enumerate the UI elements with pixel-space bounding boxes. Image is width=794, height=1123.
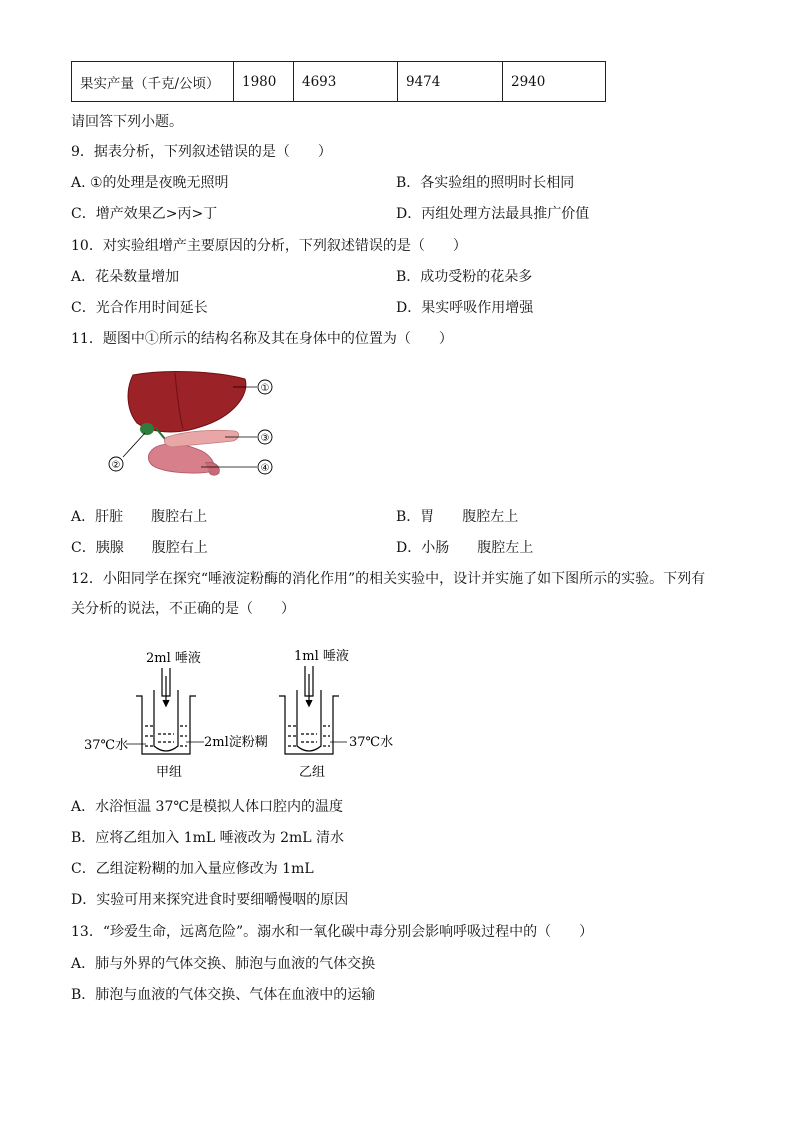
table-cell: 1980	[234, 62, 294, 102]
table-cell: 4693	[294, 62, 398, 102]
figure-label-1: ①	[260, 383, 270, 394]
question-9-stem: 9．据表分析，下列叙述错误的是（ ）	[71, 144, 332, 160]
yield-table	[71, 61, 606, 102]
pancreas-shape	[164, 430, 238, 447]
liver-shape	[128, 372, 246, 432]
gallbladder-shape	[140, 423, 154, 435]
q10-option-d: D．果实呼吸作用增强	[396, 300, 534, 316]
label-37c-water-right: 37℃水	[349, 735, 394, 750]
q11-option-d: D．小肠 腹腔左上	[396, 540, 534, 556]
label-37c-water-left: 37℃水	[84, 738, 129, 753]
q12-option-b: B．应将乙组加入 1mL 唾液改为 2mL 清水	[71, 830, 345, 846]
q12-option-c: C．乙组淀粉糊的加入量应修改为 1mL	[71, 861, 314, 877]
figure-label-4: ④	[260, 463, 270, 474]
q12-option-a: A．水浴恒温 37℃是模拟人体口腔内的温度	[71, 799, 344, 815]
q9-option-a: A. ①的处理是夜晚无照明	[71, 175, 229, 191]
q11-option-b: B．胃 腹腔左上	[396, 509, 519, 525]
beaker-right	[279, 666, 339, 754]
digestive-organs-figure	[105, 365, 290, 480]
beaker-left	[136, 668, 196, 754]
table-row	[72, 62, 606, 102]
group-jia-label: 甲组	[156, 765, 183, 780]
q9-option-c: C．增产效果乙>丙>丁	[71, 206, 218, 222]
stomach-shape	[148, 444, 214, 473]
q12-option-d: D．实验可用来探究进食时要细嚼慢咽的原因	[71, 892, 349, 908]
q11-option-c: C．胰腺 腹腔右上	[71, 540, 208, 556]
question-13-stem: 13．“珍爱生命，远离危险”。溺水和一氧化碳中毒分别会影响呼吸过程中的（ ）	[71, 924, 594, 940]
q9-option-d: D．丙组处理方法最具推广价值	[396, 206, 590, 222]
q9-option-b: B．各实验组的照明时长相同	[396, 175, 575, 191]
table-cell: 2940	[503, 62, 606, 102]
q13-option-a: A．肺与外界的气体交换、肺泡与血液的气体交换	[71, 956, 376, 972]
group-yi-label: 乙组	[299, 765, 326, 780]
q11-option-a: A．肝脏 腹腔右上	[71, 509, 208, 525]
question-12-stem-line2: 关分析的说法，不正确的是（ ）	[71, 601, 295, 617]
table-cell: 9474	[398, 62, 503, 102]
figure-label-3: ③	[260, 433, 270, 444]
q10-option-b: B．成功受粉的花朵多	[396, 269, 533, 285]
label-2ml-starch: 2ml淀粉糊	[204, 735, 268, 750]
figure-label-2: ②	[111, 460, 121, 471]
saliva-experiment-figure	[84, 642, 404, 782]
q13-option-b: B．肺泡与血液的气体交换、气体在血液中的运输	[71, 987, 376, 1003]
instruction-text: 请回答下列小题。	[71, 114, 183, 130]
table-row-label: 果实产量（千克/公顷）	[72, 62, 234, 102]
label-2ml-saliva: 2ml 唾液	[146, 651, 201, 666]
q10-option-a: A．花朵数量增加	[71, 269, 180, 285]
q10-option-c: C．光合作用时间延长	[71, 300, 208, 316]
question-12-stem-line1: 12．小阳同学在探究“唾液淀粉酶的消化作用”的相关实验中，设计并实施了如下图所示的实验。下列有	[71, 571, 706, 587]
question-10-stem: 10．对实验组增产主要原因的分析，下列叙述错误的是（ ）	[71, 238, 467, 254]
question-11-stem: 11．题图中①所示的结构名称及其在身体中的位置为（ ）	[71, 331, 453, 347]
label-1ml-saliva: 1ml 唾液	[294, 649, 349, 664]
